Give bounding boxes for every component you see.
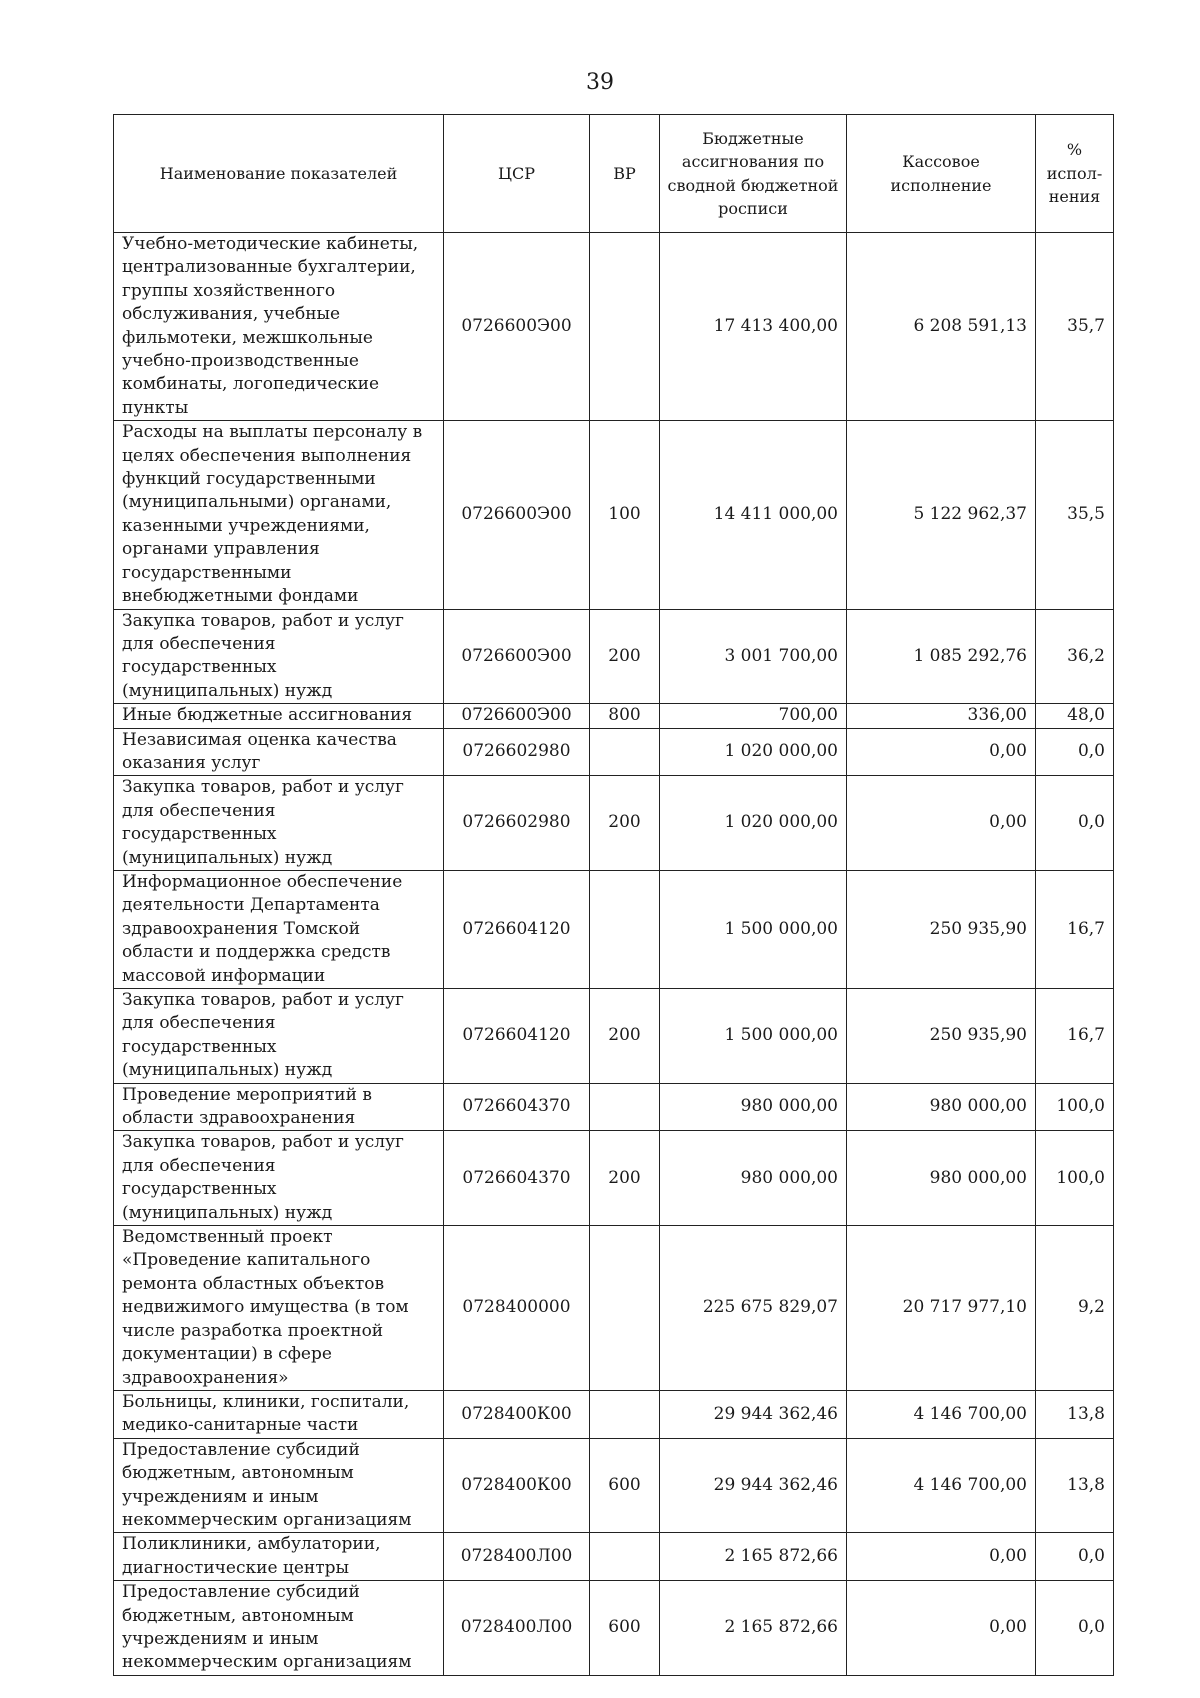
cell-name: Учебно-методические кабинеты, централизованные бухгалтерии, группы хозяйственного обслуживания, учебные фильмотеки, межшкольные учебно-производственные комбинаты, логопедические пункты	[114, 233, 444, 421]
table-row	[114, 704, 1114, 728]
table-row	[114, 1581, 1114, 1676]
cell-percent: 100,0	[1036, 1131, 1114, 1226]
header-csr: ЦСР	[444, 115, 590, 233]
cell-vr	[590, 1226, 660, 1391]
table-row	[114, 233, 1114, 421]
table-body	[114, 233, 1114, 1676]
table-row	[114, 1226, 1114, 1391]
cell-percent: 36,2	[1036, 609, 1114, 704]
cell-budget: 17 413 400,00	[660, 233, 847, 421]
cell-name: Предоставление субсидий бюджетным, автономным учреждениям и иным некоммерческим организациям	[114, 1438, 444, 1533]
cell-vr: 200	[590, 1131, 660, 1226]
cell-execution: 0,00	[847, 776, 1036, 871]
cell-name: Закупка товаров, работ и услуг для обеспечения государственных (муниципальных) нужд	[114, 989, 444, 1084]
cell-csr: 0726602980	[444, 776, 590, 871]
table-row	[114, 728, 1114, 776]
cell-percent: 0,0	[1036, 1533, 1114, 1581]
cell-percent: 0,0	[1036, 776, 1114, 871]
cell-name: Больницы, клиники, госпитали, медико-санитарные части	[114, 1390, 444, 1438]
cell-csr: 0726602980	[444, 728, 590, 776]
table-row	[114, 1390, 1114, 1438]
header-vr: ВР	[590, 115, 660, 233]
cell-name: Ведомственный проект «Проведение капитального ремонта областных объектов недвижимого имущества (в том числе разработка проектной документации) в сфере здравоохранения»	[114, 1226, 444, 1391]
cell-name: Закупка товаров, работ и услуг для обеспечения государственных (муниципальных) нужд	[114, 609, 444, 704]
cell-name: Независимая оценка качества оказания услуг	[114, 728, 444, 776]
cell-vr: 200	[590, 776, 660, 871]
cell-vr: 600	[590, 1438, 660, 1533]
cell-execution: 1 085 292,76	[847, 609, 1036, 704]
cell-csr: 0728400К00	[444, 1438, 590, 1533]
cell-budget: 29 944 362,46	[660, 1390, 847, 1438]
table-row	[114, 989, 1114, 1084]
cell-csr: 0726604370	[444, 1083, 590, 1131]
cell-csr: 0726600Э00	[444, 609, 590, 704]
cell-budget: 1 500 000,00	[660, 870, 847, 988]
cell-execution: 980 000,00	[847, 1083, 1036, 1131]
cell-execution: 4 146 700,00	[847, 1390, 1036, 1438]
cell-name: Предоставление субсидий бюджетным, автономным учреждениям и иным некоммерческим организациям	[114, 1581, 444, 1676]
table-row	[114, 1131, 1114, 1226]
cell-percent: 35,5	[1036, 421, 1114, 609]
cell-budget: 1 020 000,00	[660, 776, 847, 871]
header-percent: % испол-нения	[1036, 115, 1114, 233]
cell-name: Проведение мероприятий в области здравоохранения	[114, 1083, 444, 1131]
cell-budget: 2 165 872,66	[660, 1533, 847, 1581]
cell-execution: 20 717 977,10	[847, 1226, 1036, 1391]
cell-budget: 980 000,00	[660, 1131, 847, 1226]
cell-execution: 250 935,90	[847, 870, 1036, 988]
header-name: Наименование показателей	[114, 115, 444, 233]
cell-percent: 16,7	[1036, 870, 1114, 988]
cell-budget: 14 411 000,00	[660, 421, 847, 609]
table-row	[114, 421, 1114, 609]
cell-vr	[590, 728, 660, 776]
cell-name: Иные бюджетные ассигнования	[114, 704, 444, 728]
cell-budget: 29 944 362,46	[660, 1438, 847, 1533]
budget-execution-table	[113, 114, 1114, 1676]
page-number: 39	[586, 70, 614, 95]
cell-vr	[590, 1083, 660, 1131]
cell-vr: 600	[590, 1581, 660, 1676]
cell-csr: 0728400Л00	[444, 1533, 590, 1581]
cell-execution: 0,00	[847, 1581, 1036, 1676]
cell-budget: 1 020 000,00	[660, 728, 847, 776]
cell-name: Закупка товаров, работ и услуг для обеспечения государственных (муниципальных) нужд	[114, 776, 444, 871]
cell-csr: 0726604120	[444, 870, 590, 988]
cell-budget: 2 165 872,66	[660, 1581, 847, 1676]
header-budget: Бюджетные ассигнования по сводной бюджетной росписи	[660, 115, 847, 233]
cell-vr: 200	[590, 609, 660, 704]
cell-budget: 980 000,00	[660, 1083, 847, 1131]
cell-csr: 0726600Э00	[444, 421, 590, 609]
cell-percent: 48,0	[1036, 704, 1114, 728]
cell-percent: 9,2	[1036, 1226, 1114, 1391]
cell-vr: 100	[590, 421, 660, 609]
cell-csr: 0726600Э00	[444, 233, 590, 421]
cell-execution: 250 935,90	[847, 989, 1036, 1084]
cell-vr	[590, 1533, 660, 1581]
cell-csr: 0728400К00	[444, 1390, 590, 1438]
cell-name: Закупка товаров, работ и услуг для обеспечения государственных (муниципальных) нужд	[114, 1131, 444, 1226]
cell-execution: 5 122 962,37	[847, 421, 1036, 609]
cell-budget: 225 675 829,07	[660, 1226, 847, 1391]
cell-execution: 6 208 591,13	[847, 233, 1036, 421]
cell-csr: 0726604370	[444, 1131, 590, 1226]
cell-percent: 16,7	[1036, 989, 1114, 1084]
cell-percent: 0,0	[1036, 728, 1114, 776]
cell-budget: 1 500 000,00	[660, 989, 847, 1084]
cell-execution: 0,00	[847, 1533, 1036, 1581]
cell-vr	[590, 870, 660, 988]
cell-csr: 0726604120	[444, 989, 590, 1084]
cell-csr: 0728400Л00	[444, 1581, 590, 1676]
table-row	[114, 1533, 1114, 1581]
cell-name: Расходы на выплаты персоналу в целях обеспечения выполнения функций государственными (муниципальными) органами, казенными учреждениями, органами управления государственными внебюджетными фондами	[114, 421, 444, 609]
table-row	[114, 1438, 1114, 1533]
cell-percent: 0,0	[1036, 1581, 1114, 1676]
cell-budget: 3 001 700,00	[660, 609, 847, 704]
cell-percent: 13,8	[1036, 1390, 1114, 1438]
cell-vr	[590, 233, 660, 421]
cell-vr: 800	[590, 704, 660, 728]
cell-percent: 100,0	[1036, 1083, 1114, 1131]
cell-percent: 13,8	[1036, 1438, 1114, 1533]
cell-name: Информационное обеспечение деятельности Департамента здравоохранения Томской области и поддержка средств массовой информации	[114, 870, 444, 988]
table-row	[114, 609, 1114, 704]
cell-name: Поликлиники, амбулатории, диагностические центры	[114, 1533, 444, 1581]
cell-execution: 336,00	[847, 704, 1036, 728]
table-row	[114, 776, 1114, 871]
cell-csr: 0728400000	[444, 1226, 590, 1391]
cell-vr: 200	[590, 989, 660, 1084]
cell-budget: 700,00	[660, 704, 847, 728]
cell-csr: 0726600Э00	[444, 704, 590, 728]
table-row	[114, 1083, 1114, 1131]
cell-execution: 980 000,00	[847, 1131, 1036, 1226]
header-execution: Кассовое исполнение	[847, 115, 1036, 233]
cell-percent: 35,7	[1036, 233, 1114, 421]
table-header-row	[114, 115, 1114, 233]
cell-execution: 0,00	[847, 728, 1036, 776]
table-row	[114, 870, 1114, 988]
cell-execution: 4 146 700,00	[847, 1438, 1036, 1533]
cell-vr	[590, 1390, 660, 1438]
